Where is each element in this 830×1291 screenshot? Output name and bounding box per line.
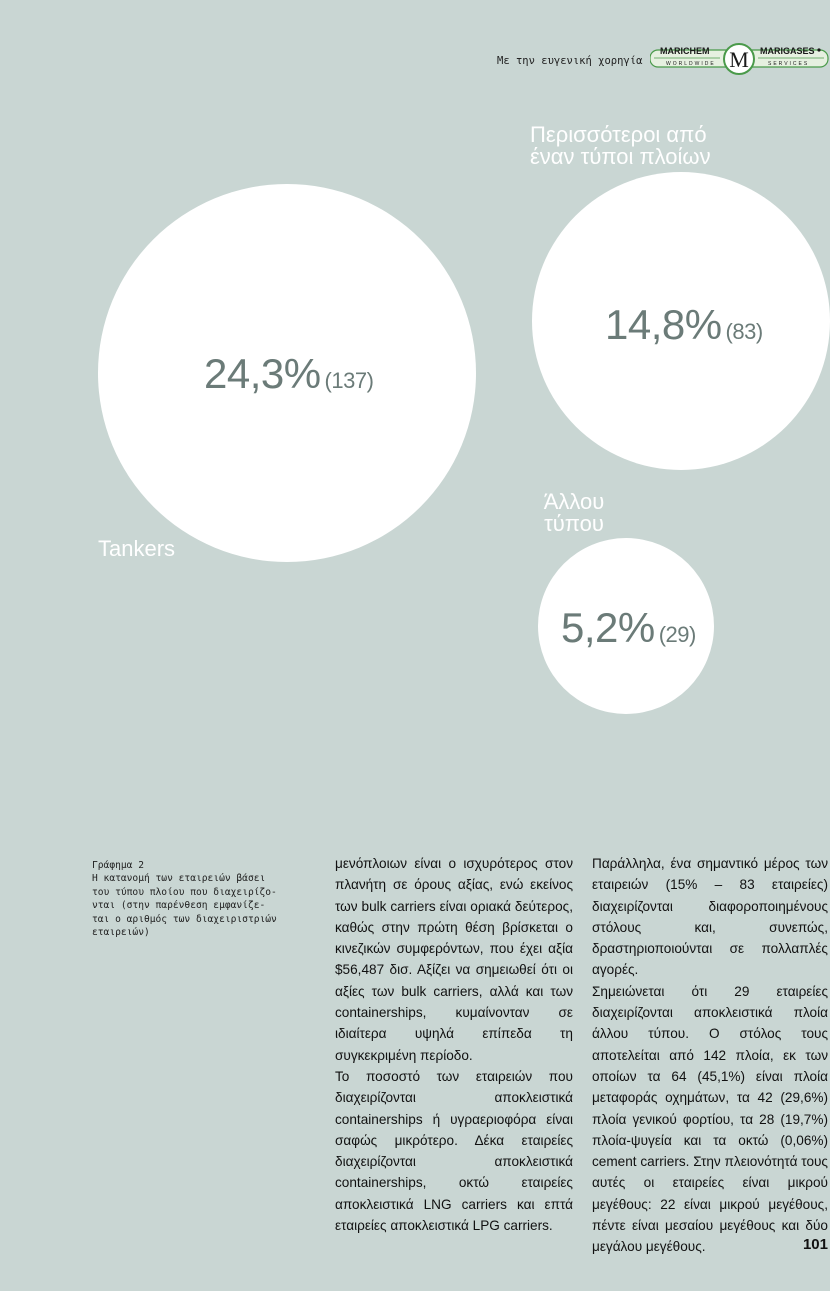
bubble-other-type-label xyxy=(538,491,610,535)
logo-right-sub: SERVICES xyxy=(768,61,810,67)
caption-line: του τύπου πλοίου που διαχειρίζο- xyxy=(92,886,277,898)
bubble-tankers-value xyxy=(204,350,373,398)
logo-right-text: MARIGASES xyxy=(760,46,815,56)
sponsor-text: Με την ευγενική χορηγία xyxy=(497,55,643,67)
bubble-multiple-types-label xyxy=(530,124,711,168)
bubble-multiple-types-value xyxy=(605,301,763,349)
caption-line: νται (στην παρένθεση εμφανίζε- xyxy=(92,900,266,912)
other-type-label-line-1: Άλλου xyxy=(543,489,605,514)
caption-line: ται ο αριθμός των διαχειριστριών xyxy=(92,913,277,925)
other-type-label-line-2: τύπου xyxy=(544,511,604,536)
text-column-1 xyxy=(335,853,573,1236)
column2-paragraph-2: Σημειώνεται ότι 29 εταιρείες διαχειρίζονται αποκλειστικά πλοία άλλου τύπου. Ο στόλος τους αποτελείται από 142 πλοία, εκ των οποίων τα 64 (45,1%) είναι πλοία μεταφοράς οχημάτων, τα 42 (29,6%) πλοία γενικού φορτίου, τα 28 (19,7%) πλοία-ψυγεία και τα οκτώ (0,06%) cement carriers. Στην πλειονότητά τους αυτές οι εταιρείες είναι μικρού μεγέθους: 22 είναι μικρού μεγέθους, πέντε είναι μεσαίου μεγέθους και δύο μεγάλου μεγέθους. xyxy=(592,983,828,1255)
caption-title: Γράφημα 2 xyxy=(92,860,144,871)
logo-left-text: MARICHEM xyxy=(660,46,710,56)
column1-paragraph-1: μενόπλοιων είναι ο ισχυρότερος στον πλανήτη σε όρους αξίας, ενώ εκείνος των bulk carriers είναι οριακά δεύτερος, καθώς στην πρώτη θέση βρίσκεται ο κινεζικών συμφερόντων, που έχει αξία $56,487 δισ. Αξίζει να σημειωθεί ότι οι αξίες των bulk carriers, αλλά και των containerships, κυμαίνονταν σε ιδιαίτερα υψηλά επίπεδα τη συγκεκριμένη περίοδο. xyxy=(335,856,573,1063)
bubble-other-type-value xyxy=(561,604,696,652)
multiple-types-count: (83) xyxy=(725,319,763,344)
other-type-count: (29) xyxy=(658,622,696,647)
tankers-percent: 24,3% xyxy=(204,350,321,397)
caption-line: εταιρειών) xyxy=(92,927,150,939)
page-number: 101 xyxy=(802,1236,828,1253)
logo-left-sub: WORLDWIDE xyxy=(666,61,716,67)
logo-mark: M xyxy=(729,47,749,72)
figure-caption xyxy=(92,859,292,939)
bubble-tankers-label: Tankers xyxy=(98,536,176,561)
column2-paragraph-1: Παράλληλα, ένα σημαντικό μέρος των εταιρειών (15% – 83 εταιρείες) διαχειρίζονται διαφοροποιημένους στόλους και, συνεπώς, δραστηριοποιούνται σε πολλαπλές αγορές. xyxy=(592,856,828,978)
sponsor-logo xyxy=(650,40,830,80)
multiple-types-label-line-2: έναν τύποι πλοίων xyxy=(530,144,711,169)
caption-line: Η κατανομή των εταιρειών βάσει xyxy=(92,873,266,885)
text-column-2 xyxy=(592,853,828,1258)
other-type-percent: 5,2% xyxy=(561,604,655,651)
tankers-count: (137) xyxy=(324,368,374,393)
column1-paragraph-2: Το ποσοστό των εταιρειών που διαχειρίζονται αποκλειστικά containerships ή υγραεριοφόρα είναι σαφώς μικρότερο. Δέκα εταιρείες διαχειρίζονται αποκλειστικά containerships, οκτώ εταιρείες αποκλειστικά LNG carriers και επτά εταιρείες αποκλειστικά LPG carriers. xyxy=(335,1068,573,1234)
multiple-types-label-line-1: Περισσότεροι από xyxy=(530,122,707,147)
multiple-types-percent: 14,8% xyxy=(605,301,722,348)
